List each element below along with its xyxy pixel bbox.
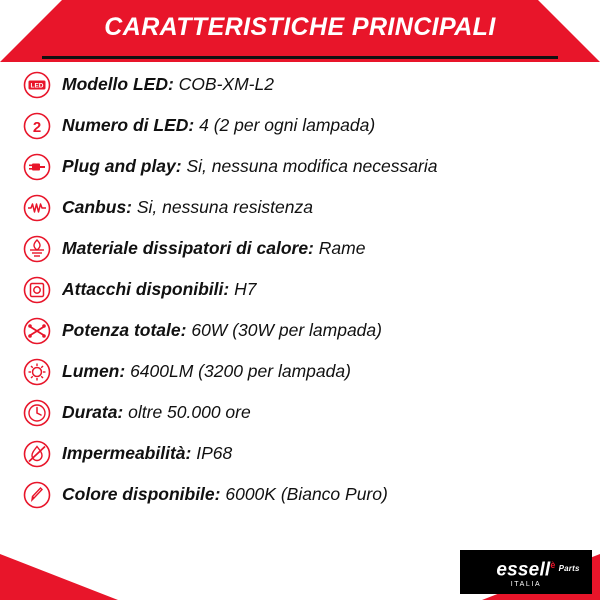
brand-subtitle: Parts [558,564,580,574]
feature-label: Plug and play: [62,156,182,176]
clock-icon [22,398,52,428]
feature-value: Rame [318,238,366,258]
plug-icon [22,152,52,182]
feature-text [62,443,600,464]
feature-value: 60W (30W per lampada) [191,320,382,340]
feature-value: Si, nessuna resistenza [136,197,313,217]
feature-row-durata [0,392,600,433]
feature-text [62,279,600,300]
feature-label: Numero di LED: [62,115,195,135]
feature-row-lumen [0,351,600,392]
page-title: CARATTERISTICHE PRINCIPALI [104,13,496,41]
feature-value: 4 (2 per ogni lampada) [199,115,376,135]
feature-text [62,115,600,136]
feature-label: Impermeabilità: [62,443,192,463]
brand-logo [460,550,592,594]
feature-label: Canbus: [62,197,132,217]
feature-row-plug-and-play [0,146,600,187]
feature-label: Attacchi disponibili: [62,279,230,299]
feature-row-potenza-totale [0,310,600,351]
led-chip-icon [22,70,52,100]
brightness-icon [22,357,52,387]
brand-accent: è [550,559,556,570]
feature-label: Potenza totale: [62,320,187,340]
feature-value: Si, nessuna modifica necessaria [186,156,438,176]
feature-label: Colore disponibile: [62,484,221,504]
feature-text [62,156,600,177]
feature-text [62,238,600,259]
feature-label: Lumen: [62,361,126,381]
feature-value: H7 [234,279,257,299]
feature-value: IP68 [196,443,233,463]
footer-accent-left [0,554,118,600]
feature-label: Durata: [62,402,124,422]
svg-text:LED: LED [30,82,44,89]
brand-country: ITALIA [510,581,542,589]
power-bolt-icon [22,316,52,346]
feature-value: COB-XM-L2 [178,74,274,94]
heatsink-icon [22,234,52,264]
feature-row-canbus [0,187,600,228]
header-banner [0,0,600,62]
feature-value: 6400LM (3200 per lampada) [130,361,351,381]
feature-row-impermeabilita [0,433,600,474]
feature-text [62,484,600,505]
color-pen-icon [22,480,52,510]
feature-text [62,197,600,218]
feature-label: Modello LED: [62,74,174,94]
feature-list [0,64,600,515]
feature-row-modello-led [0,64,600,105]
feature-text [62,402,600,423]
feature-row-materiale-dissipatori [0,228,600,269]
brand-name [496,556,580,581]
feature-row-attacchi-disponibili [0,269,600,310]
socket-icon [22,275,52,305]
feature-value: 6000K (Bianco Puro) [225,484,388,504]
feature-text [62,74,600,95]
feature-text [62,320,600,341]
svg-text:2: 2 [32,118,42,136]
feature-row-colore-disponibile [0,474,600,515]
waterproof-icon [22,439,52,469]
header-underline [42,56,558,59]
feature-row-numero-di-led [0,105,600,146]
feature-text [62,361,600,382]
feature-value: oltre 50.000 ore [128,402,251,422]
number-two-icon [22,111,52,141]
resistor-wave-icon [22,193,52,223]
brand-name-text: essell [496,559,551,581]
feature-label: Materiale dissipatori di calore: [62,238,314,258]
